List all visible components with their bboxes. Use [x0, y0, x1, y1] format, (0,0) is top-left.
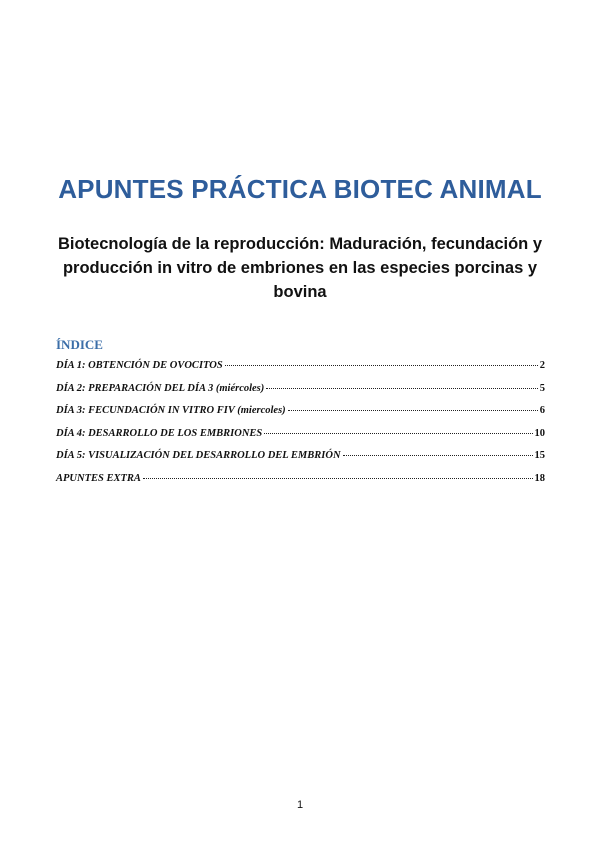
- toc-entry-label: APUNTES EXTRA: [56, 472, 141, 484]
- toc-heading: ÍNDICE: [56, 337, 103, 352]
- toc-dot-leader: [264, 433, 532, 434]
- toc-dot-leader: [143, 478, 533, 479]
- toc-entry-label: DÍA 4: DESARROLLO DE LOS EMBRIONES: [56, 427, 263, 439]
- toc-entry-page: 5: [539, 382, 545, 394]
- toc-entry-page: 2: [539, 360, 545, 371]
- toc-entry-dia-3[interactable]: [56, 405, 545, 428]
- toc-dot-leader: [266, 388, 537, 389]
- toc-dot-leader: [343, 455, 533, 456]
- page-number: 1: [296, 799, 304, 811]
- toc-entry-apuntes-extra[interactable]: [56, 473, 545, 496]
- toc-entry-page: 18: [534, 472, 545, 484]
- toc-entry-label: DÍA 3: FECUNDACIÓN IN VITRO FIV (miercoles): [56, 405, 286, 417]
- toc-entry-label: DÍA 5: VISUALIZACIÓN DEL DESARROLLO DEL EMBRIÓN: [56, 450, 341, 462]
- document-title: APUNTES PRÁCTICA BIOTEC ANIMAL: [58, 174, 542, 204]
- toc-entry-page: 10: [534, 427, 545, 439]
- table-of-contents: [56, 360, 545, 496]
- toc-entry-dia-5[interactable]: [56, 450, 545, 473]
- toc-dot-leader: [225, 365, 538, 366]
- toc-entry-label: DÍA 2: PREPARACIÓN DEL DÍA 3 (miércoles): [56, 382, 265, 394]
- document-subtitle: Biotecnología de la reproducción: Maduración, fecundación y producción in vitro de embriones en las especies porcinas y bovina: [57, 235, 543, 301]
- toc-dot-leader: [288, 410, 538, 411]
- toc-entry-page: 15: [534, 450, 545, 462]
- toc-entry-dia-2[interactable]: [56, 383, 545, 406]
- toc-entry-label: DÍA 1: OBTENCIÓN DE OVOCITOS: [56, 360, 223, 371]
- toc-entry-page: 6: [539, 405, 545, 417]
- toc-entry-dia-4[interactable]: [56, 428, 545, 451]
- toc-entry-dia-1[interactable]: [56, 360, 545, 383]
